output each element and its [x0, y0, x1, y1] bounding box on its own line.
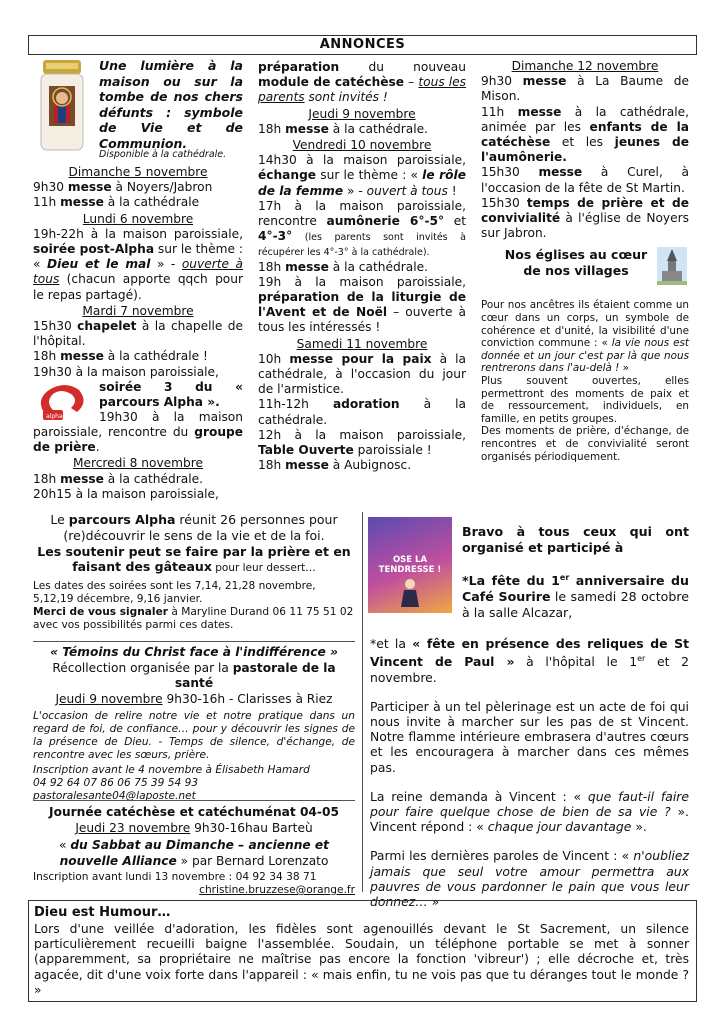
event: 15h30 messe à Curel, à l'occasion de la fête de St Martin.	[481, 165, 689, 195]
date-dimanche-12: Dimanche 12 novembre	[511, 59, 659, 73]
event: 10h messe pour la paix à la cathédrale, à l'occasion du jour de l'armistice.	[258, 351, 467, 397]
svg-text:alpha: alpha	[46, 412, 63, 420]
church-icon	[657, 247, 687, 285]
column-right	[481, 58, 689, 463]
event: 11h-12h adoration à la cathédrale.	[258, 397, 466, 427]
event: 15h30 temps de prière et de convivialité à l'église de Noyers sur Jabron.	[481, 195, 689, 241]
event: 11h messe à la cathédrale, animée par les enfants de la catéchèse et les jeunes de l'aumônerie.	[481, 104, 689, 165]
bravo-section: Bravo à tous ceux qui ont organisé et participé à *La fête du 1er anniversaire du Café Sourire le samedi 28 octobre à la salle Alcazar,	[462, 524, 689, 621]
humour-title: Dieu est Humour…	[34, 905, 171, 920]
event: 12h à la maison paroissiale, Table Ouverte paroissiale !	[258, 427, 466, 458]
date-mardi-7: Mardi 7 novembre	[82, 303, 194, 318]
journee-email-link[interactable]: christine.bruzzese@orange.fr	[199, 884, 355, 896]
event: 19h30 à la maison paroissiale,	[33, 364, 219, 379]
divider	[33, 800, 355, 801]
candle-note: Disponible à la cathédrale.	[99, 149, 227, 160]
temoins-section: « Témoins du Christ face à l'indifférence » Récollection organisée par la pastorale de la santé Jeudi 9 novembre 9h30-16h - Clarisses à Riez L'occasion de relire notre vie et notre pratique dans un regard de foi, de confiance… pour y découvrir les signes de la présence de Dieu. - Temps de silence, d'échange, de rencontre avec les sœurs, prière. Inscription avant le 4 novembre à Élisabeth Hamard 04 92 64 07 86 06 75 39 54 93 pastoralesante04@laposte.net	[33, 645, 355, 802]
event: 19h-22h à la maison paroissiale, soirée post-Alpha sur le thème : « Dieu et le mal » - ouverte à tous (chacun apporte qqch pour le repas partagé).	[33, 226, 244, 302]
event: 14h30 à la maison paroissiale, échange sur le thème : « le rôle de la femme » - ouvert à tous !	[258, 153, 466, 198]
column-middle	[258, 60, 466, 473]
divider	[33, 641, 355, 642]
alpha-evening: soirée 3 du « parcours Alpha ».	[99, 379, 243, 410]
announcements-header: ANNONCES	[28, 35, 697, 55]
event: 18h messe à la cathédrale !	[33, 349, 208, 364]
saint-figure-icon	[398, 577, 422, 607]
journee-section: Journée catéchèse et catéchuménat 04-05 Jeudi 23 novembre 9h30-16hau Barteù « du Sabbat au Dimanche – ancienne et nouvelle Alliance » par Bernard Lorenzato Inscription avant lundi 13 novembre : 04 92 34 38 71 christine.bruzzese@orange.fr	[33, 805, 355, 896]
event: 19h à la maison paroissiale, préparation de la liturgie de l'Avent et de Noël – ouverte à tous les intéressés !	[258, 274, 466, 335]
churches-text: Pour nos ancêtres ils étaient comme un cœur dans un corps, un symbole de cohérence et d'unité, la visibilité d'une conviction commune : « la vie nous est donnée et un jour c'est par là que nous rentrerons dans l'au-delà ! » Plus souvent ouvertes, elles permettront des moments de paix et de ressourcement, individuels, en famille, en petits groupes. Des moments de prière, d'échange, de rencontres et de convivialité seront organisés périodiquement.	[481, 299, 689, 463]
event: 18h messe à la cathédrale.	[258, 259, 428, 274]
candle-lantern-icon	[37, 60, 87, 154]
event: 11h messe à la cathédrale	[33, 195, 200, 210]
event: 9h30 messe à Noyers/Jabron	[33, 180, 213, 195]
event: 18h messe à la cathédrale.	[33, 471, 203, 486]
humour-box	[28, 900, 697, 1002]
date-mercredi-8: Mercredi 8 novembre	[72, 456, 204, 471]
event: 19h30 à la maison paroissiale, rencontre du groupe de prière.	[33, 409, 243, 455]
humour-text: Lors d'une veillée d'adoration, les fidèles sont agenouillés devant le St Sacrement, un silence particulièrement recueilli baigne l'assemblée. Soudain, un téléphone portable se met à sonner (apparemment, sa propriétaire ne maîtrise pas encore la fonction 'vibreur') ; elle décroche et, très agacée, dit d'une voix forte dans l'appareil : « mais enfin, tu ne vois pas que tu déranges tout le monde ? »	[34, 922, 689, 997]
churches-title: Nos églises au cœur de nos villages	[504, 247, 648, 279]
event: 18h messe à la cathédrale.	[258, 121, 428, 136]
alpha-logo-icon	[35, 380, 89, 422]
date-vendredi-10: Vendredi 10 novembre	[292, 138, 432, 153]
date-jeudi-9: Jeudi 9 novembre	[308, 106, 416, 121]
event: 17h à la maison paroissiale, rencontre aumônerie 6°-5° et 4°-3° (les parents sont invités à récupérer les 4°-3° à la cathédrale).	[258, 198, 466, 259]
column-left	[33, 58, 243, 502]
bravo-body: *et la « fête en présence des reliques de St Vincent de Paul » à l'hôpital le 1er et 2 novembre. Participer à un tel pèlerinage est un acte de foi qui nous invite à marcher sur les pas de st Vincent. Notre flamme intérieure embrasera d'autres cœurs et les encouragera à marcher dans ces mêmes pas. La reine demanda à Vincent : « que faut-il faire pour faire quelque chose de bien de sa vie ? ». Vincent répond : « chaque jour davantage ». Parmi les dernières paroles de Vincent : « n'oubliez jamais que seul votre amour permettra aux pauvres de vous pardonner le pain que vous leur donnez… »	[370, 636, 690, 909]
vertical-divider	[362, 512, 363, 892]
event: 15h30 chapelet à la chapelle de l'hôpital.	[33, 319, 243, 349]
date-samedi-11: Samedi 11 novembre	[296, 336, 428, 351]
book-cover: OSE LA TENDRESSE !	[368, 517, 452, 613]
pastorale-email-link[interactable]: pastoralesante04@laposte.net	[33, 790, 196, 802]
event: 18h messe à Aubignosc.	[258, 458, 412, 473]
event: préparation du nouveau module de catéchèse – tous les parents sont invités !	[258, 60, 467, 105]
event: 9h30 messe à La Baume de Mison.	[481, 74, 689, 104]
candle-title: Une lumière à la maison ou sur la tombe de nos chers défunts : symbole de Vie et de Communion.	[99, 58, 243, 151]
date-lundi-6: Lundi 6 novembre	[82, 211, 194, 226]
date-dimanche-5: Dimanche 5 novembre	[68, 165, 208, 179]
alpha-section: Le parcours Alpha réunit 26 personnes pour (re)découvrir le sens de la vie et de la foi. Les soutenir peut se faire par la prière et en faisant des gâteaux pour leur dessert… Les dates des soirées sont les 7,14, 21,28 novembre, 5,12,19 décembre, 9,16 janvier. Merci de vous signaler à Maryline Durand 06 11 75 51 02 avec vos possibilités parmi ces dates.	[33, 512, 354, 632]
event: 20h15 à la maison paroissiale,	[33, 486, 219, 501]
